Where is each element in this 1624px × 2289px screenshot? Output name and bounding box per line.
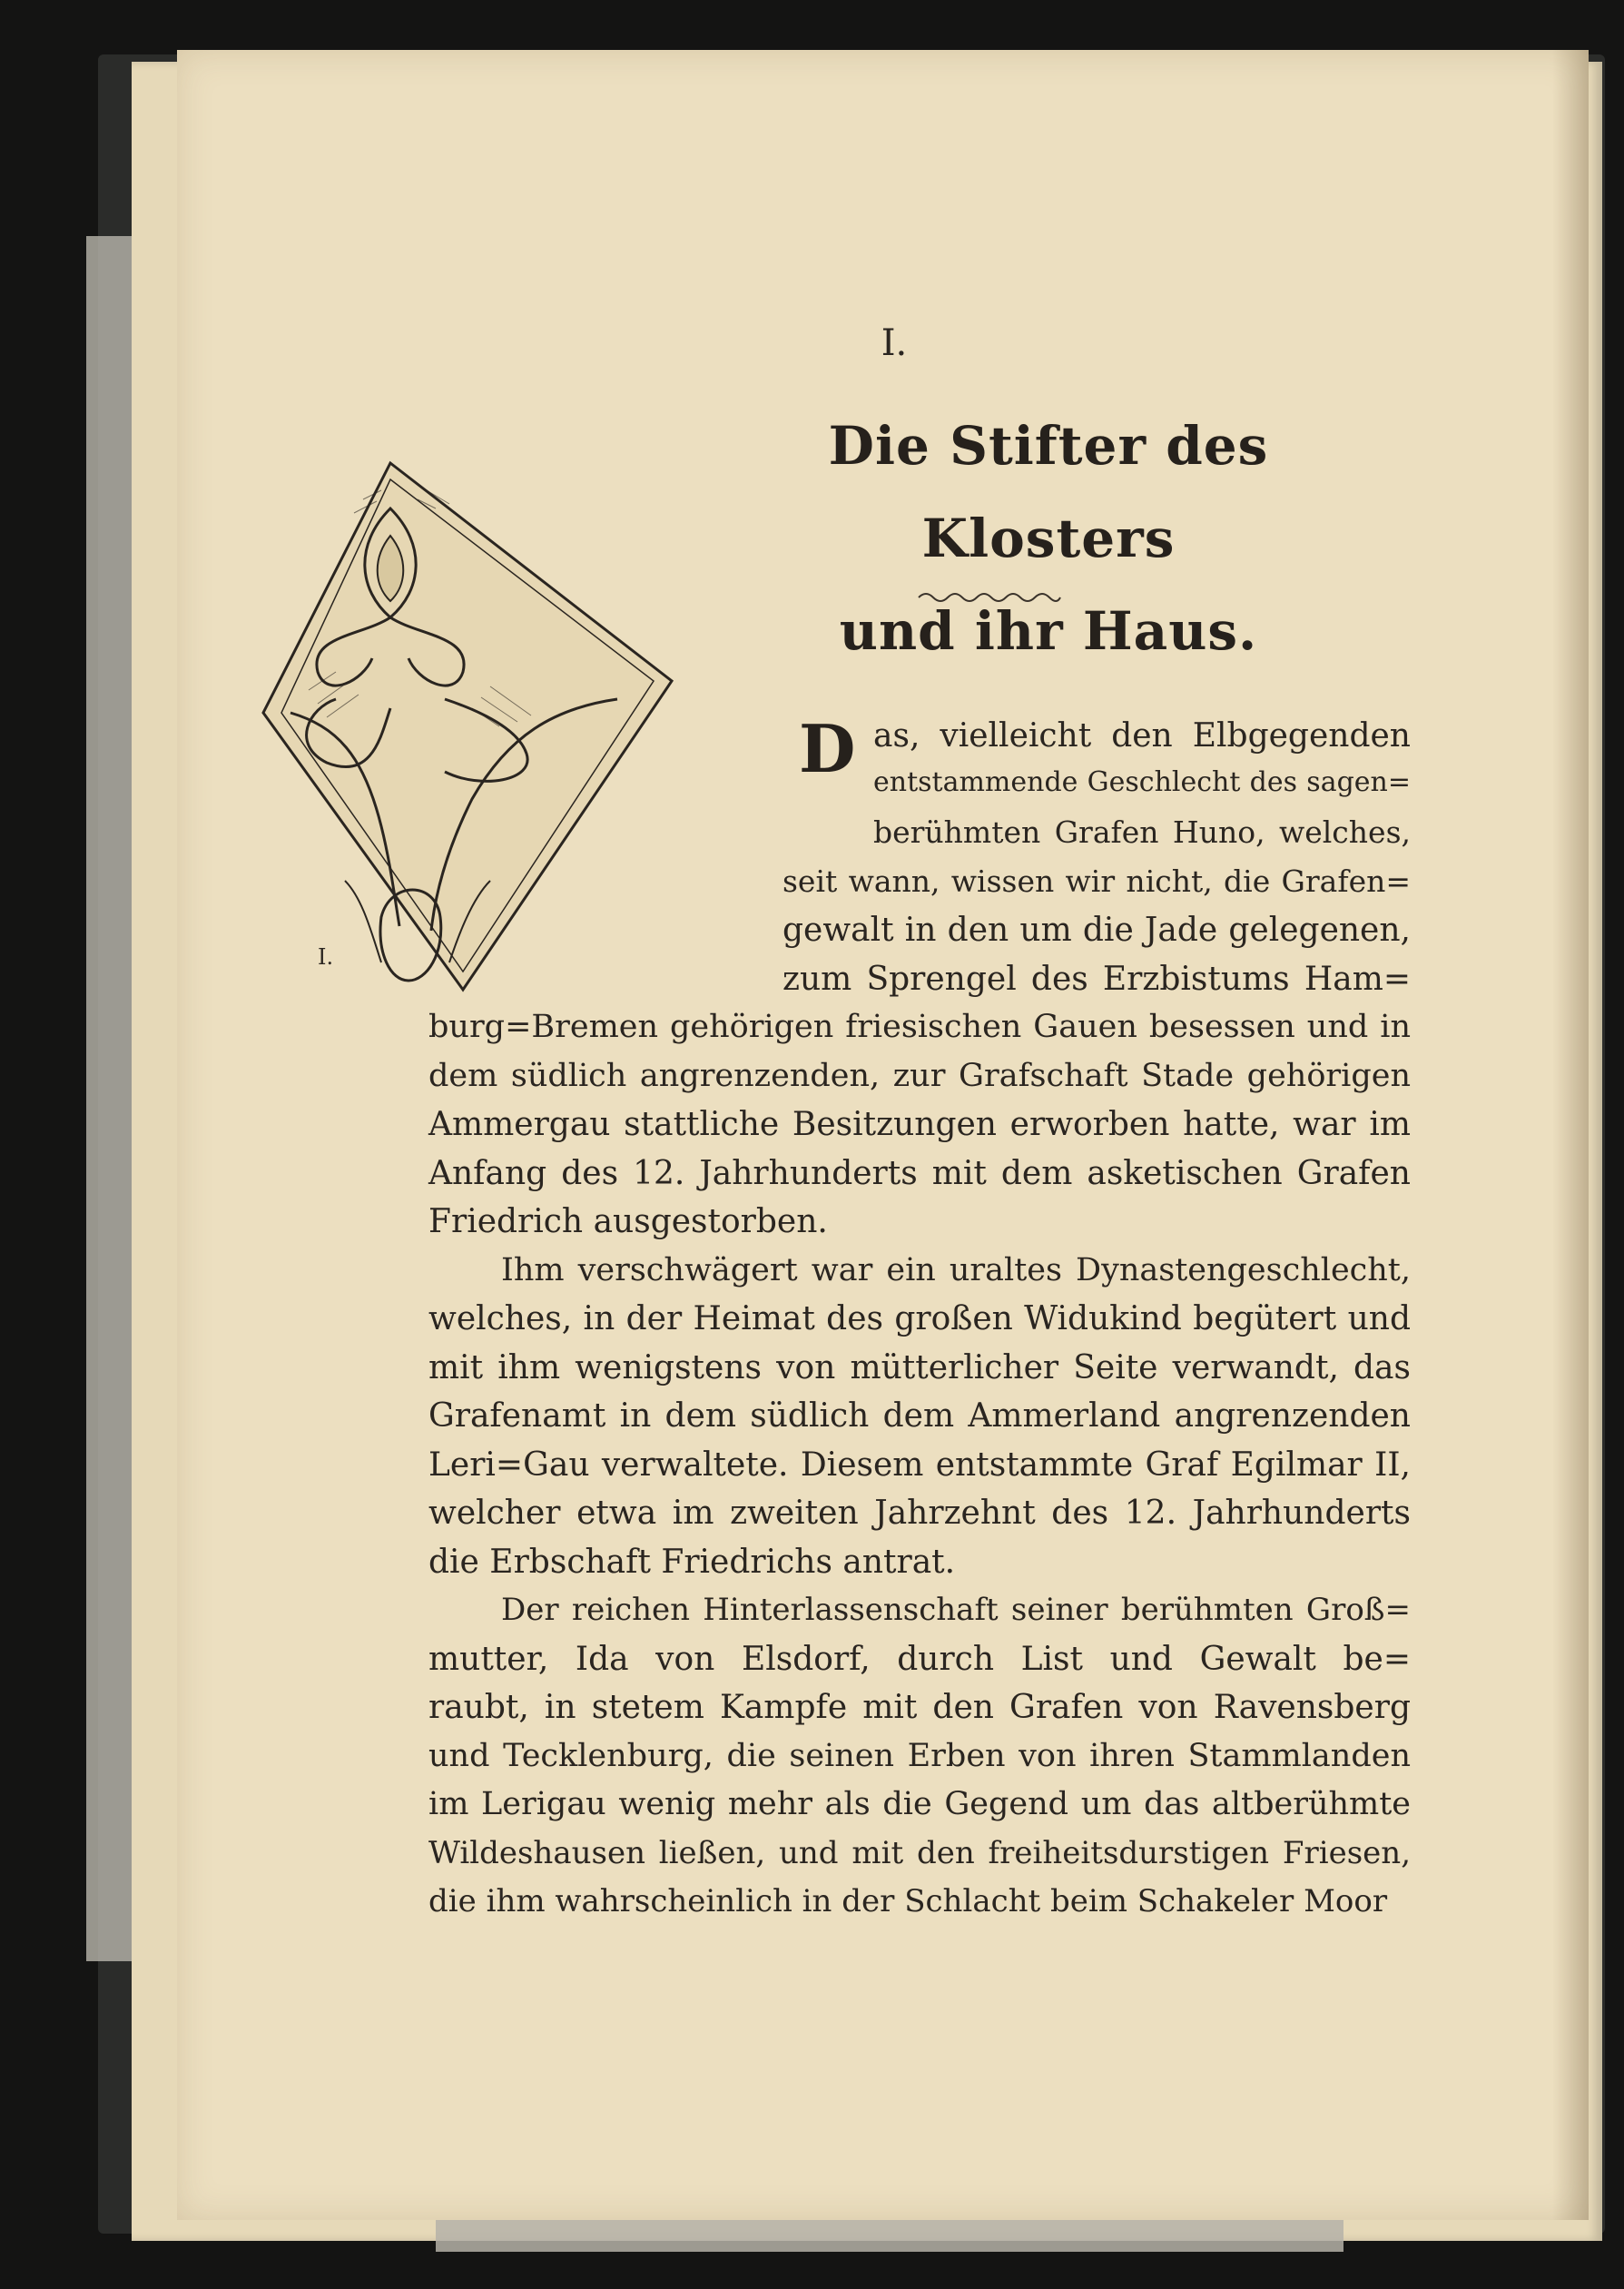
gutter-shadow: [1552, 50, 1589, 2220]
text-line: die Erbschaft Friedrichs antrat.: [428, 1543, 956, 1581]
text-line: mutter, Ida von Elsdorf, durch List und Gewalt be=: [428, 1640, 1411, 1678]
text-line: Anfang des 12. Jahrhunderts mit dem asketischen Grafen: [428, 1154, 1411, 1192]
text-line: welcher etwa im zweiten Jahrzehnt des 12. Jahrhunderts: [428, 1495, 1411, 1532]
text-line: Leri=Gau verwaltete. Diesem entstammte Graf Egilmar II,: [428, 1445, 1411, 1484]
drop-initial: D: [799, 710, 856, 787]
fleur-de-lis-diamond-icon: [254, 409, 681, 999]
text-line: die ihm wahrscheinlich in der Schlacht beim Schakeler Moor: [428, 1883, 1388, 1919]
text-line: entstammende Geschlecht des sagen=: [873, 765, 1411, 798]
text-line: Ihm verschwägert war ein uraltes Dynastengeschlecht,: [501, 1251, 1411, 1288]
text-line: und Tecklenburg, die seinen Erben von ihren Stammlanden: [428, 1737, 1411, 1774]
text-line: zum Sprengel des Erzbistums Ham=: [782, 960, 1411, 998]
text-line: mit ihm wenigstens von mütterlicher Seite verwandt, das: [428, 1348, 1411, 1386]
text-line: Ammergau stattliche Besitzungen erworben hatte, war im: [428, 1106, 1411, 1143]
figure-label: I.: [318, 944, 334, 970]
text-line: Friedrich ausgestorben.: [428, 1203, 828, 1240]
tissue-paper-bottom: [436, 2215, 1343, 2252]
text-line: Wildeshausen ließen, und mit den freiheitsdurstigen Friesen,: [428, 1834, 1411, 1871]
chapter-title: [753, 400, 1343, 677]
text-line: Der reichen Hinterlassenschaft seiner berühmten Groß=: [501, 1592, 1411, 1628]
text-line: im Lerigau wenig mehr als die Gegend um das altberühmte: [428, 1786, 1411, 1822]
text-line: Grafenamt in dem südlich dem Ammerland angrenzenden: [428, 1397, 1411, 1435]
text-line: raubt, in stetem Kampfe mit den Grafen von Ravensberg: [428, 1689, 1411, 1726]
text-line: seit wann, wissen wir nicht, die Grafen=: [782, 863, 1411, 899]
chapter-number: I.: [881, 322, 908, 364]
text-line: dem südlich angrenzenden, zur Grafschaft Stade gehörigen: [428, 1057, 1411, 1094]
flourish-divider: [917, 588, 1062, 607]
text-line: welches, in der Heimat des großen Widukind begütert und: [428, 1300, 1411, 1337]
chapter-title-line-2: und ihr Haus.: [839, 600, 1258, 662]
text-line: burg=Bremen gehörigen friesischen Gauen besessen und in: [428, 1009, 1411, 1045]
text-line: gewalt in den um die Jade gelegenen,: [782, 912, 1411, 949]
text-line: berühmten Grafen Huno, welches,: [873, 814, 1411, 850]
text-line: as, vielleicht den Elbgegenden: [873, 717, 1411, 755]
chapter-title-line-1: Die Stifter des Klosters: [828, 415, 1269, 569]
